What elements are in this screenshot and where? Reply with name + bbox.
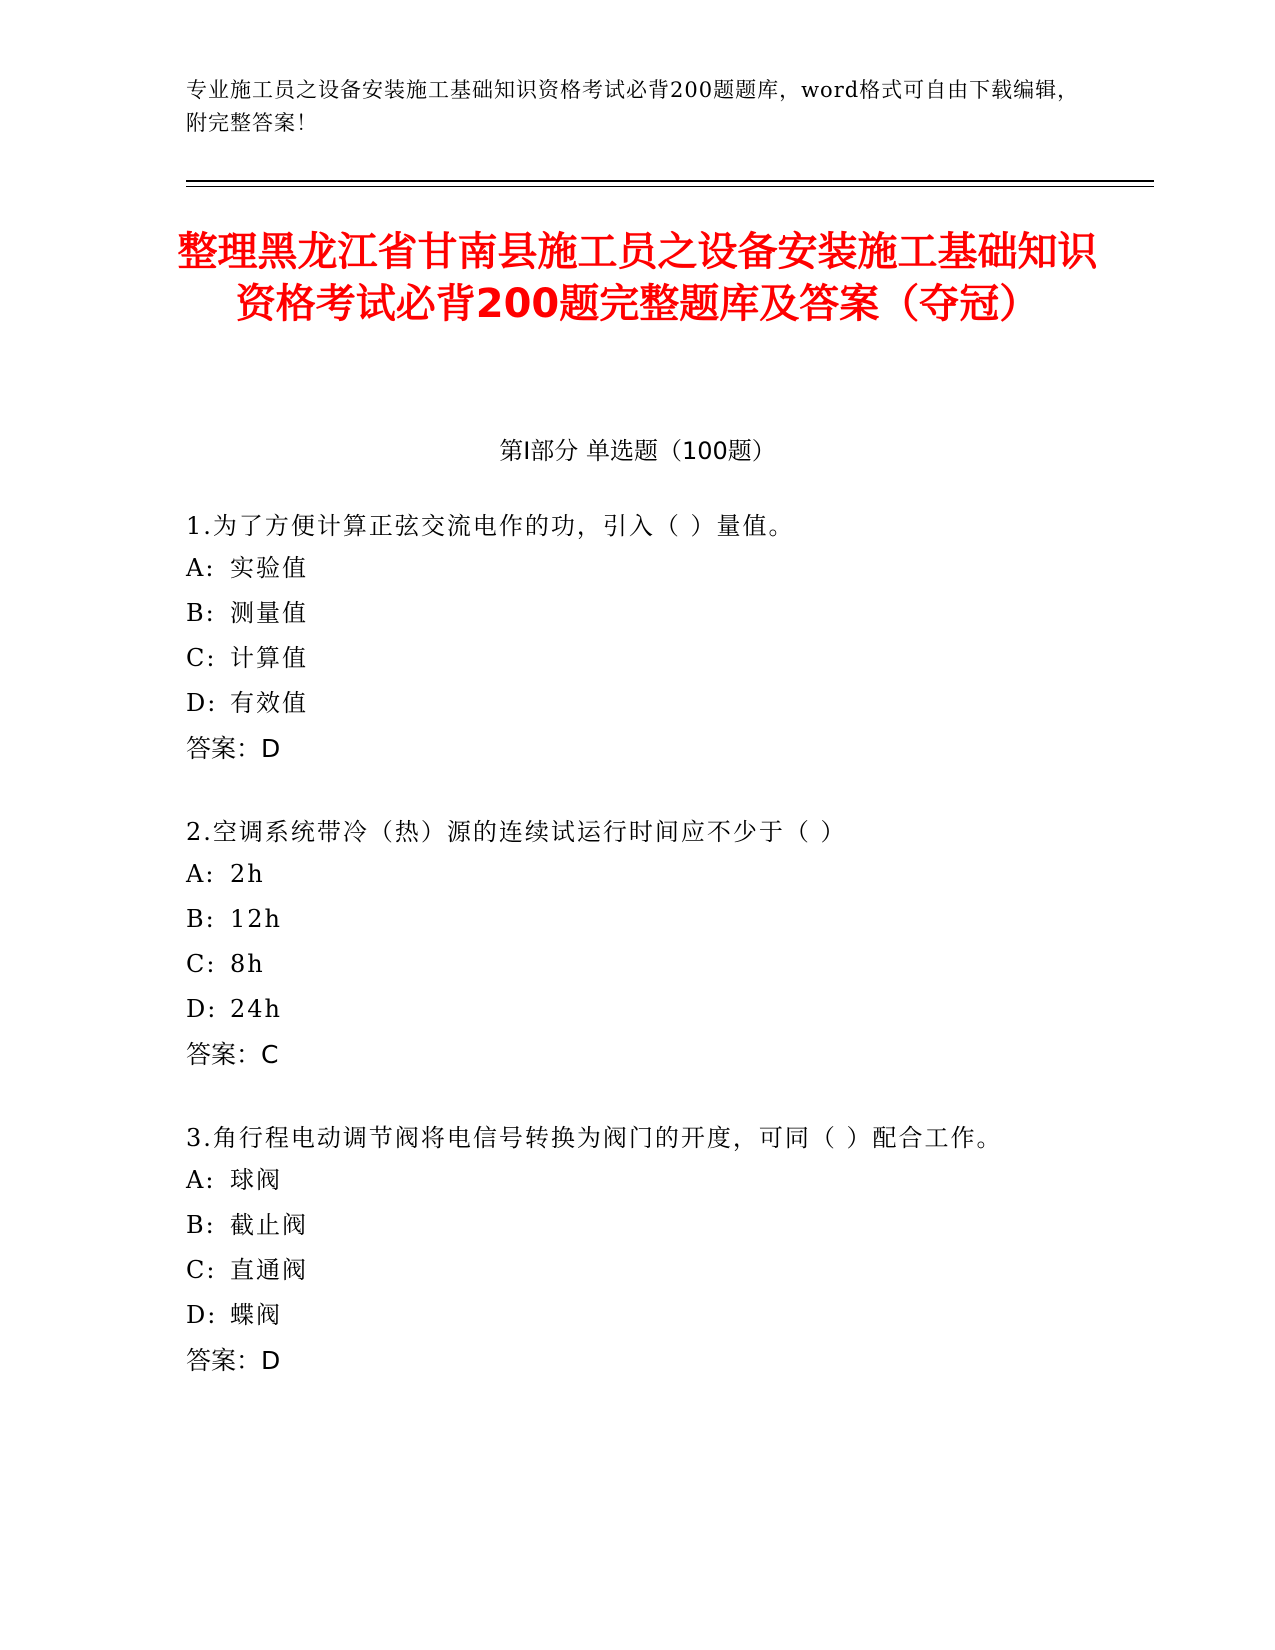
- option-text: 截止阀: [230, 1211, 308, 1239]
- option-a: [186, 1158, 1086, 1203]
- option-text: 有效值: [230, 689, 308, 717]
- option-letter: C:: [186, 1256, 217, 1284]
- question-3: [186, 1118, 1086, 1383]
- option-letter: D:: [186, 689, 218, 717]
- option-b: [186, 897, 1086, 942]
- option-d: [186, 987, 1086, 1032]
- option-text: 8h: [230, 950, 265, 978]
- option-d: [186, 681, 1086, 726]
- option-b: [186, 591, 1086, 636]
- question-stem: 3.角行程电动调节阀将电信号转换为阀门的开度，可同（ ）配合工作。: [186, 1124, 1003, 1152]
- option-text: 蝶阀: [230, 1301, 282, 1329]
- option-letter: C:: [186, 950, 217, 978]
- option-letter: B:: [186, 905, 216, 933]
- option-text: 计算值: [230, 644, 308, 672]
- option-letter: C:: [186, 644, 217, 672]
- question-stem: 1.为了方便计算正弦交流电作的功，引入（ ）量值。: [186, 512, 795, 540]
- question-2: [186, 812, 1086, 1077]
- answer: 答案：C: [186, 1040, 279, 1069]
- option-letter: D:: [186, 995, 218, 1023]
- answer: 答案：D: [186, 1346, 281, 1375]
- option-letter: A:: [186, 860, 216, 888]
- option-text: 球阀: [230, 1166, 282, 1194]
- header-note: 专业施工员之设备安装施工基础知识资格考试必背200题题库，word格式可自由下载编辑，附完整答案！: [186, 78, 1080, 135]
- option-text: 测量值: [230, 599, 308, 627]
- option-a: [186, 546, 1086, 591]
- option-c: [186, 1248, 1086, 1293]
- option-text: 直通阀: [230, 1256, 308, 1284]
- option-b: [186, 1203, 1086, 1248]
- option-letter: B:: [186, 1211, 216, 1239]
- option-letter: A:: [186, 1166, 216, 1194]
- document-title: 整理黑龙江省甘南县施工员之设备安装施工基础知识资格考试必背200题完整题库及答案（夺冠）: [177, 229, 1098, 327]
- option-c: [186, 942, 1086, 987]
- question-stem: 2.空调系统带冷（热）源的连续试运行时间应不少于（ ）: [186, 818, 847, 846]
- option-d: [186, 1293, 1086, 1338]
- option-text: 12h: [230, 905, 282, 933]
- question-1: [186, 506, 1086, 771]
- option-text: 实验值: [230, 554, 308, 582]
- answer: 答案：D: [186, 734, 281, 763]
- option-letter: A:: [186, 554, 216, 582]
- option-letter: D:: [186, 1301, 218, 1329]
- option-letter: B:: [186, 599, 216, 627]
- option-text: 2h: [230, 860, 265, 888]
- option-a: [186, 852, 1086, 897]
- header-divider-thin: [186, 186, 1154, 187]
- option-c: [186, 636, 1086, 681]
- option-text: 24h: [230, 995, 282, 1023]
- section-heading: 第Ⅰ部分 单选题（100题）: [499, 437, 776, 465]
- header-divider-thick: [186, 180, 1154, 182]
